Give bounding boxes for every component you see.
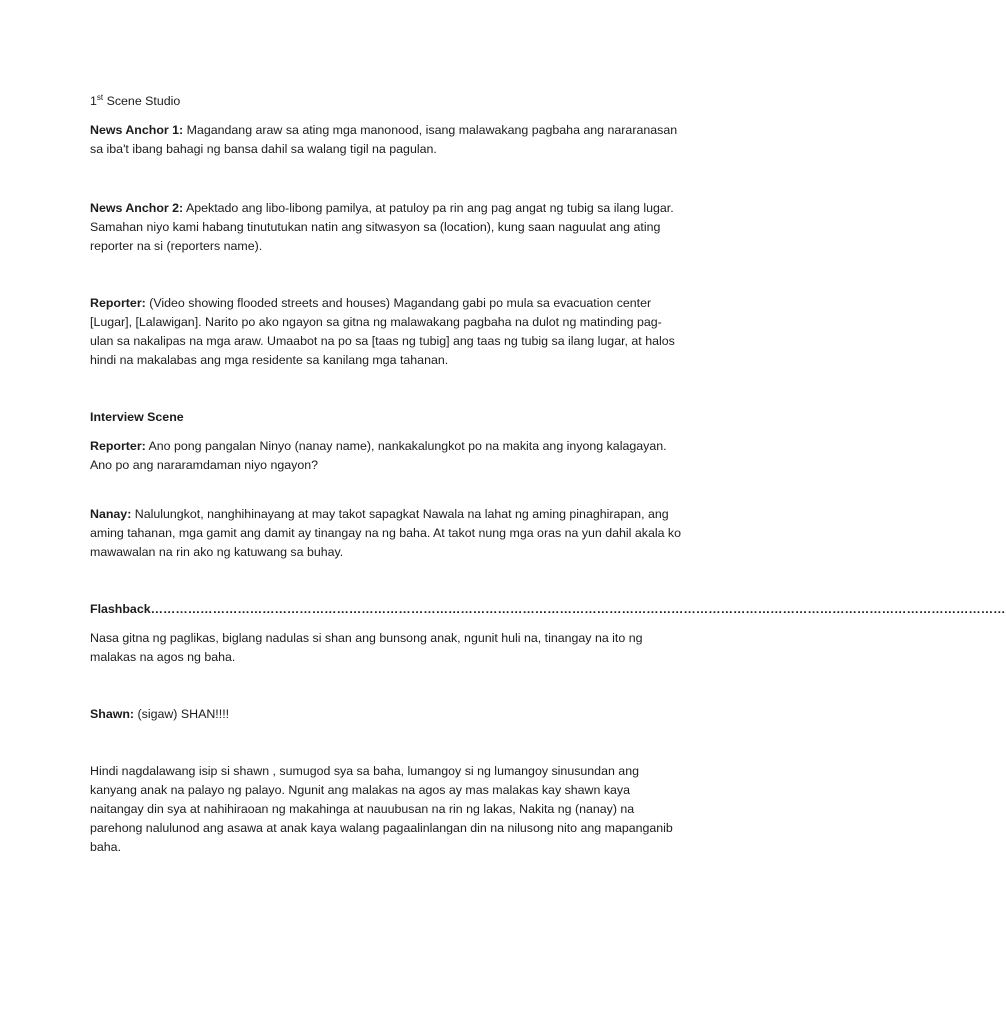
dialogue-shawn: [90, 705, 682, 724]
dialogue-news-anchor-1: [90, 121, 682, 159]
dialogue-nanay: [90, 505, 682, 562]
speaker-label: Shawn:: [90, 707, 135, 721]
script-body: [90, 92, 1006, 857]
dialogue-text: Ano pong pangalan Ninyo (nanay name), nankakalungkot po na makita ang inyong kalagayan. Ano po ang nararamdaman niyo ngayon?: [90, 439, 667, 472]
dialogue-text: Nalulungkot, nanghihinayang at may takot sapagkat Nawala na lahat ng aming pinaghirapan, ang aming tahanan, mga gamit ang damit ay tinangay na ng baha. At takot nung mga oras na yun dahil akala ko mawawalan na rin ako ng katuwang sa buhay.: [90, 507, 682, 559]
dialogue-text: Apektado ang libo-libong pamilya, at patuloy pa rin ang pag angat ng tubig sa ilang lugar. Samahan niyo kami habang tinututukan natin ang sitwasyon sa (location), kung saan naguulat ang ating reporter na si (reporters name).: [90, 201, 674, 253]
narration-paragraph-2: Hindi nagdalawang isip si shawn , sumugod sya sa baha, lumangoy si ng lumangoy sinusundan ang kanyang anak na palayo ng palayo. Ngunit ang malakas na agos ay mas malakas kay shawn kaya naitangay din sya at nahihiraoan ng makahinga at nauubusan na rin ng lakas, Nakita ng (nanay) na parehong nalulunod ang asawa at anak kaya walang pagaalinlangan din na nilusong nito ang mapanganib baha.: [90, 764, 673, 854]
dialogue-text: (sigaw) SHAN!!!!: [134, 707, 230, 721]
speaker-label: Reporter:: [90, 439, 146, 453]
speaker-label: Nanay:: [90, 507, 132, 521]
scene-number: 1: [90, 94, 97, 108]
speaker-label: News Anchor 2:: [90, 201, 184, 215]
flashback-dots: ………………………………………………………………………………………………………………………………………………………………………………………: [150, 602, 1006, 616]
scene-heading-text: Scene Studio: [103, 94, 181, 108]
dialogue-text: Magandang araw sa ating mga manonood, isang malawakang pagbaha ang nararanasan sa iba't ibang bahagi ng bansa dahil sa walang tigil na pagulan.: [90, 123, 678, 156]
speaker-label: News Anchor 1:: [90, 123, 184, 137]
dialogue-reporter-2: [90, 437, 682, 475]
dialogue-text: (Video showing flooded streets and houses) Magandang gabi po mula sa evacuation center [Lugar], [Lalawigan]. Narito po ako ngayon sa gitna ng malawakang pagbaha na dulot ng matinding pag-ulan sa nakalipas na mga araw. Umaabot na po sa [taas ng tubig] ang taas ng tubig sa ilang lugar, at halos hindi na makalabas ang mga residente sa kanilang mga tahanan.: [90, 296, 675, 367]
interview-scene-heading: Interview Scene: [90, 410, 184, 424]
scene-number-suffix: st: [96, 92, 104, 102]
dialogue-reporter-1: [90, 294, 682, 370]
speaker-label: Reporter:: [90, 296, 146, 310]
dialogue-news-anchor-2: [90, 199, 682, 256]
flashback-label: Flashback: [90, 602, 151, 616]
flashback-heading: [90, 600, 1006, 619]
scene-heading: [90, 92, 682, 111]
narration-paragraph-1: Nasa gitna ng paglikas, biglang nadulas si shan ang bunsong anak, ngunit huli na, tinangay na ito ng malakas na agos ng baha.: [90, 631, 643, 664]
